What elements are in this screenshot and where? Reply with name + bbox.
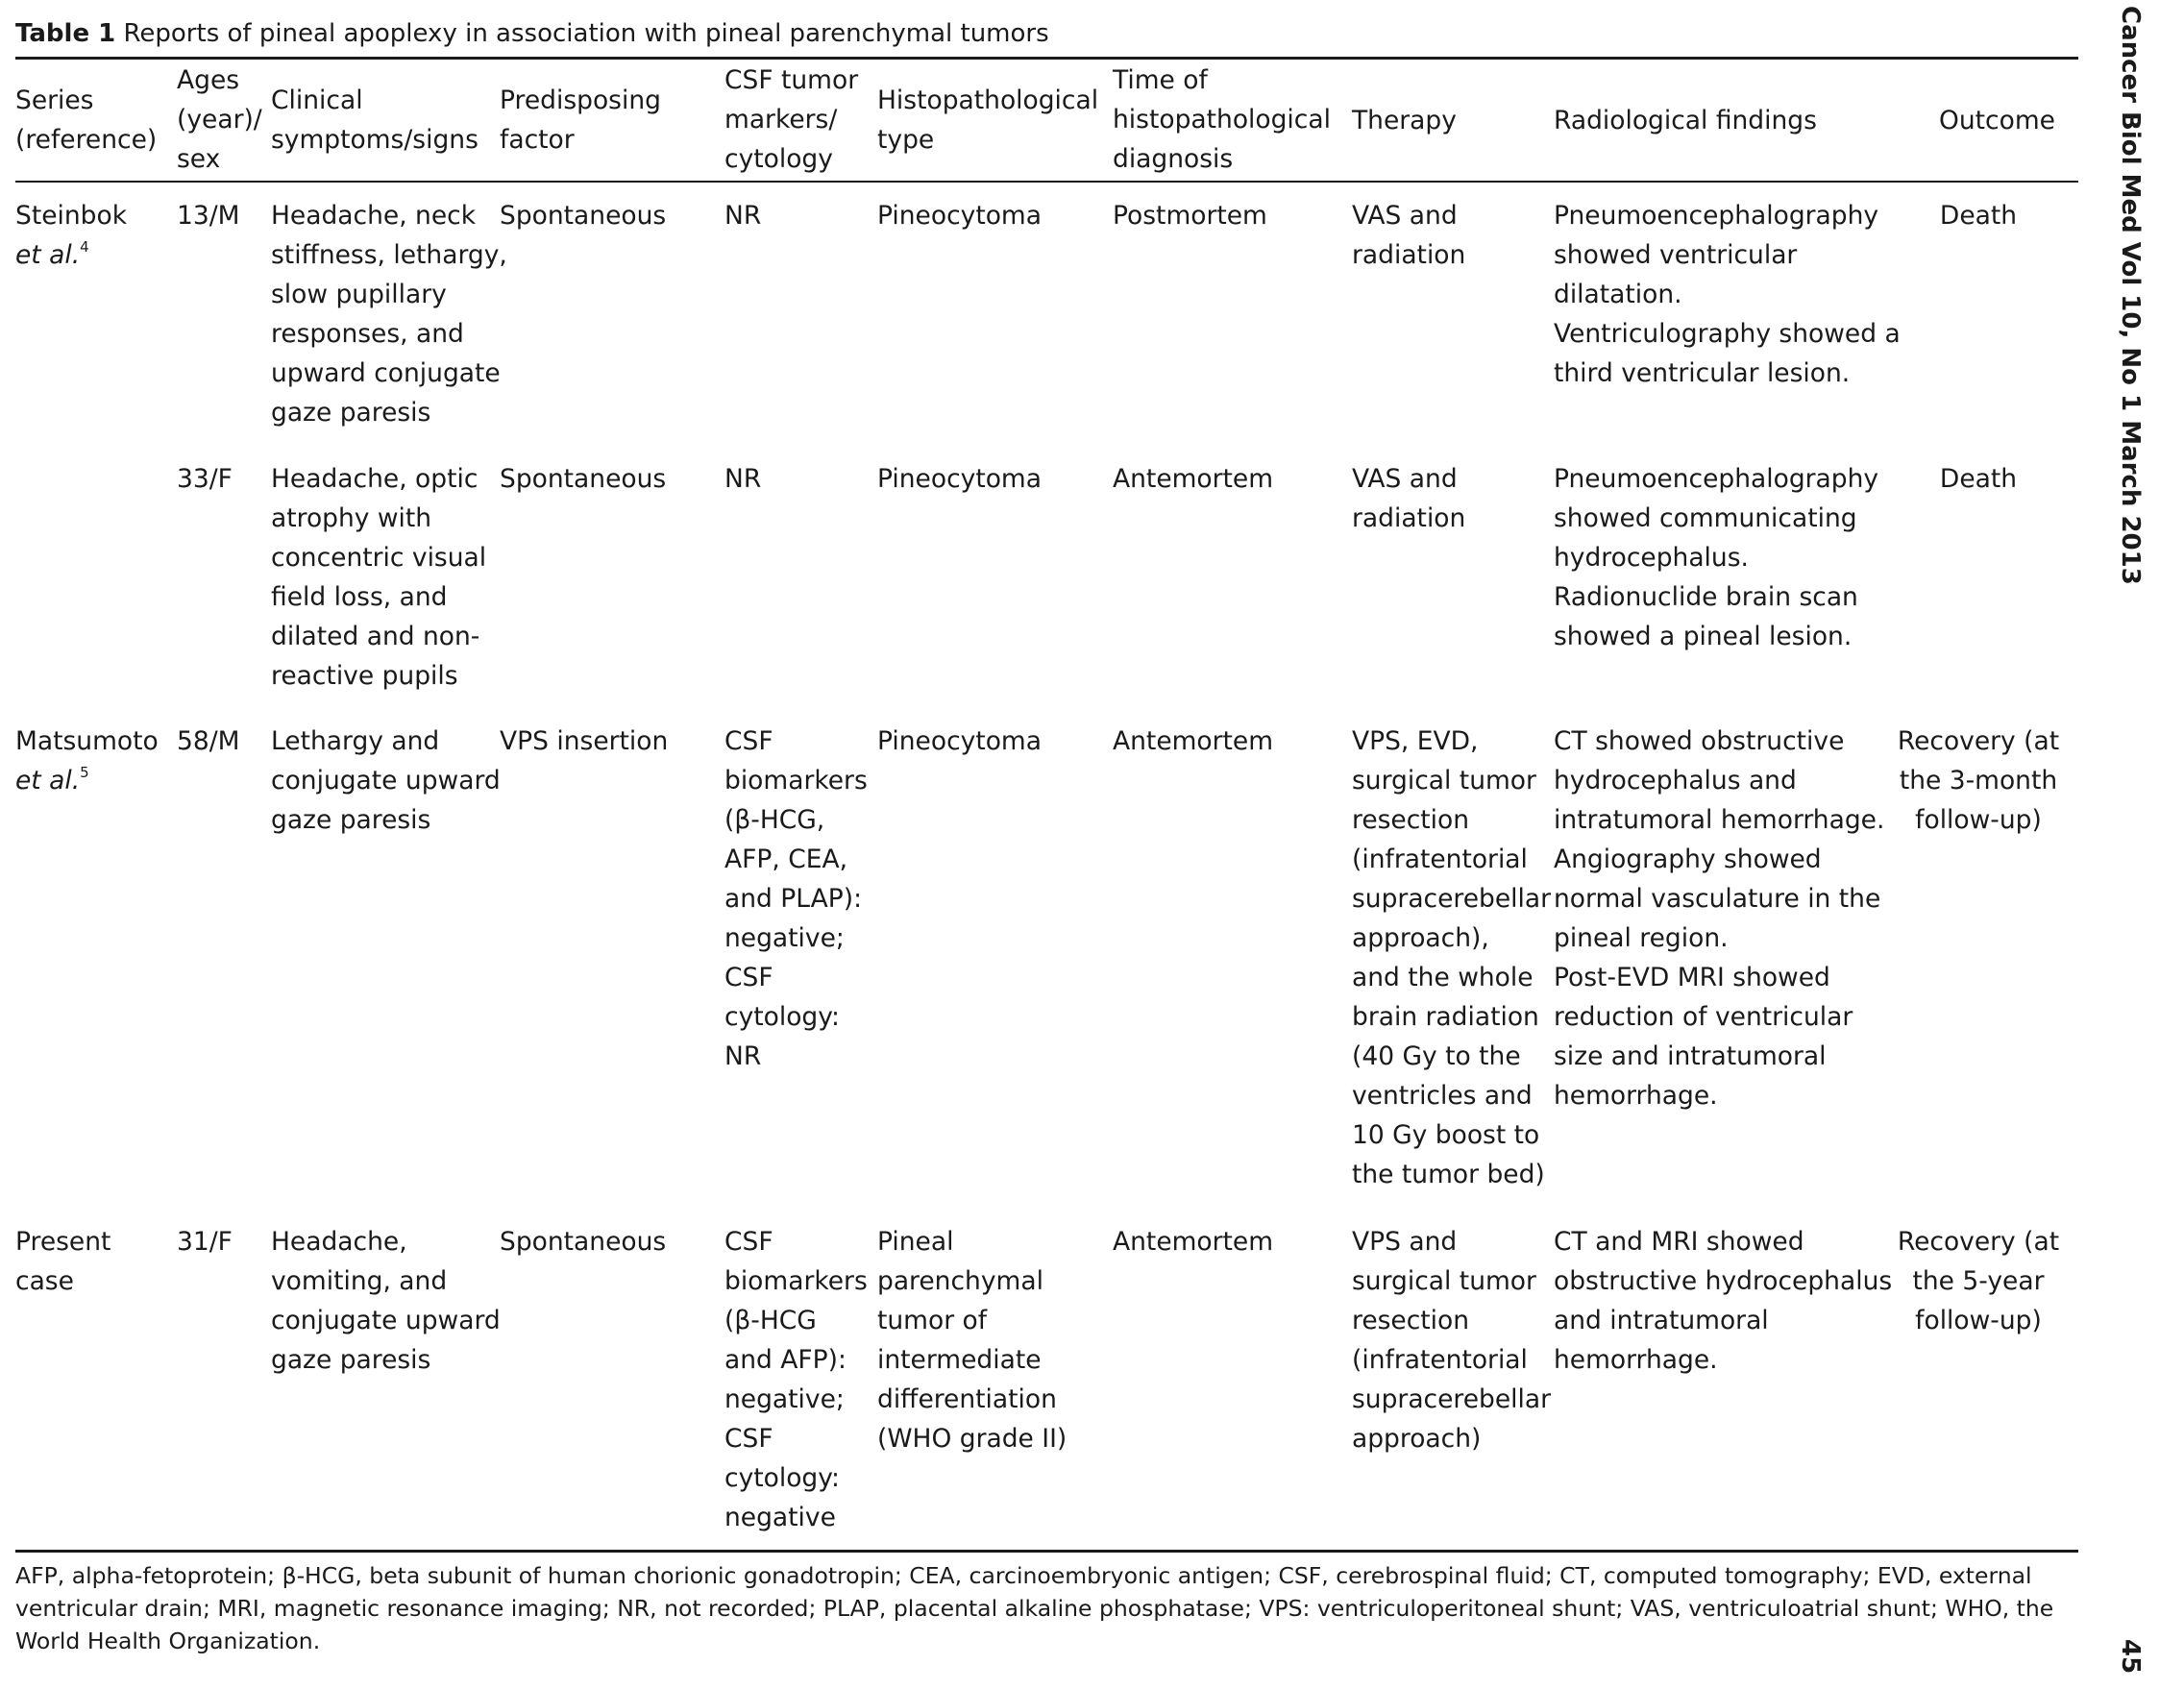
header-csf: CSF tumor markers/ cytology (724, 65, 859, 174)
row-2-therapy: VAS and radiation (1352, 464, 1466, 533)
row-1-symptoms: Headache, neck stiffness, lethargy, slow pupillary responses, and upward conjugate gaze paresis (271, 201, 507, 428)
row-4-therapy: VPS and surgical tumor resection (infratentorial supracerebellar approach) (1352, 1227, 1552, 1454)
header-histo: Histopathological type (877, 86, 1099, 155)
row-3-radiology: CT showed obstructive hydrocephalus and intratumoral hemorrhage. Angiography showed normal vasculature in the pineal region. Post-EVD MRI showed reduction of ventricular size and intratumoral hemorrhage. (1554, 726, 1885, 1111)
header-ages: Ages (year)/ sex (177, 65, 262, 174)
table-label: Table 1 (15, 19, 116, 48)
row-1-csf: NR (724, 201, 762, 231)
series-name: Steinbok (15, 201, 128, 231)
header-outcome: Outcome (1939, 106, 2055, 135)
row-1-radiology: Pneumoencephalography showed ventricular dilatation. Ventriculography showed a third ventricular lesion. (1554, 201, 1901, 388)
header-rule (15, 181, 2078, 183)
header-therapy: Therapy (1352, 106, 1457, 135)
row-2-histo: Pineocytoma (877, 464, 1042, 494)
row-3-csf: CSF biomarkers (β-HCG, AFP, CEA, and PLAP): negative; CSF cytology: NR (724, 726, 868, 1071)
page-number-text: 45 (2116, 1639, 2145, 1675)
row-1-time: Postmortem (1113, 201, 1267, 231)
row-2-outcome: Death (1939, 464, 2018, 494)
series-etal: et al. (15, 766, 81, 796)
row-3-factor: VPS insertion (500, 726, 669, 756)
row-4-age-sex: 31/F (177, 1227, 233, 1257)
row-3-time: Antemortem (1113, 726, 1274, 756)
series-name: Matsumoto (15, 726, 159, 756)
row-3-series (15, 722, 159, 800)
page-number (2095, 1633, 2162, 1681)
header-radiology: Radiological findings (1554, 106, 1817, 135)
row-4-time: Antemortem (1113, 1227, 1274, 1257)
bottom-rule (15, 1550, 2078, 1553)
row-3-age-sex: 58/M (177, 726, 240, 756)
series-ref: 5 (80, 764, 89, 781)
header-time: Time of histopathological diagnosis (1113, 65, 1331, 174)
row-1-series (15, 196, 127, 275)
row-1-histo: Pineocytoma (877, 201, 1042, 231)
row-3-symptoms: Lethargy and conjugate upward gaze paresis (271, 726, 501, 835)
row-3-histo: Pineocytoma (877, 726, 1042, 756)
series-ref: 4 (80, 238, 89, 256)
series-etal: et al. (15, 240, 81, 270)
table-title: Reports of pineal apoplexy in association with pineal parenchymal tumors (115, 19, 1049, 48)
row-4-factor: Spontaneous (500, 1227, 667, 1257)
row-2-time: Antemortem (1113, 464, 1274, 494)
header-factor: Predisposing factor (500, 86, 661, 155)
row-2-age-sex: 33/F (177, 464, 233, 494)
top-rule (15, 57, 2078, 60)
running-head-text: Cancer Biol Med Vol 10, No 1 March 2013 (2116, 6, 2145, 585)
row-3-therapy: VPS, EVD, surgical tumor resection (infratentorial supracerebellar approach), and the whole brain radiation (40 Gy to the ventricles and 10 Gy boost to the tumor bed) (1352, 726, 1552, 1189)
row-3-outcome: Recovery (at the 3-month follow-up) (1897, 726, 2060, 835)
row-2-symptoms: Headache, optic atrophy with concentric visual field loss, and dilated and non- reactive pupils (271, 464, 487, 691)
row-4-radiology: CT and MRI showed obstructive hydrocephalus and intratumoral hemorrhage. (1554, 1227, 1893, 1375)
row-1-factor: Spontaneous (500, 201, 667, 231)
row-4-outcome: Recovery (at the 5-year follow-up) (1897, 1227, 2060, 1335)
table-caption (15, 17, 1049, 50)
header-series: Series (reference) (15, 86, 158, 155)
table-footnote: AFP, alpha-fetoprotein; β-HCG, beta subunit of human chorionic gonadotropin; CEA, carcinoembryonic antigen; CSF, cerebrospinal fluid; CT, computed tomography; EVD, external ventricular drain; MRI, magnetic resonance imaging; NR, not recorded; PLAP, placental alkaline phosphatase; VPS: ventriculoperitoneal shunt; VAS, ventriculoatrial shunt; WHO, the World Health Organization. (15, 1562, 2054, 1654)
row-4-symptoms: Headache, vomiting, and conjugate upward gaze paresis (271, 1227, 501, 1375)
running-head (2095, 0, 2162, 585)
row-1-age-sex: 13/M (177, 201, 240, 231)
row-4-histo: Pineal parenchymal tumor of intermediate differentiation (WHO grade II) (877, 1227, 1067, 1454)
row-4-series: Present case (15, 1227, 111, 1296)
row-1-outcome: Death (1939, 201, 2018, 231)
row-1-therapy: VAS and radiation (1352, 201, 1466, 270)
row-2-csf: NR (724, 464, 762, 494)
row-2-factor: Spontaneous (500, 464, 667, 494)
row-2-radiology: Pneumoencephalography showed communicating hydrocephalus. Radionuclide brain scan showed a pineal lesion. (1554, 464, 1879, 651)
header-symptoms: Clinical symptoms/signs (271, 86, 479, 155)
row-4-csf: CSF biomarkers (β-HCG and AFP): negative; CSF cytology: negative (724, 1227, 868, 1532)
